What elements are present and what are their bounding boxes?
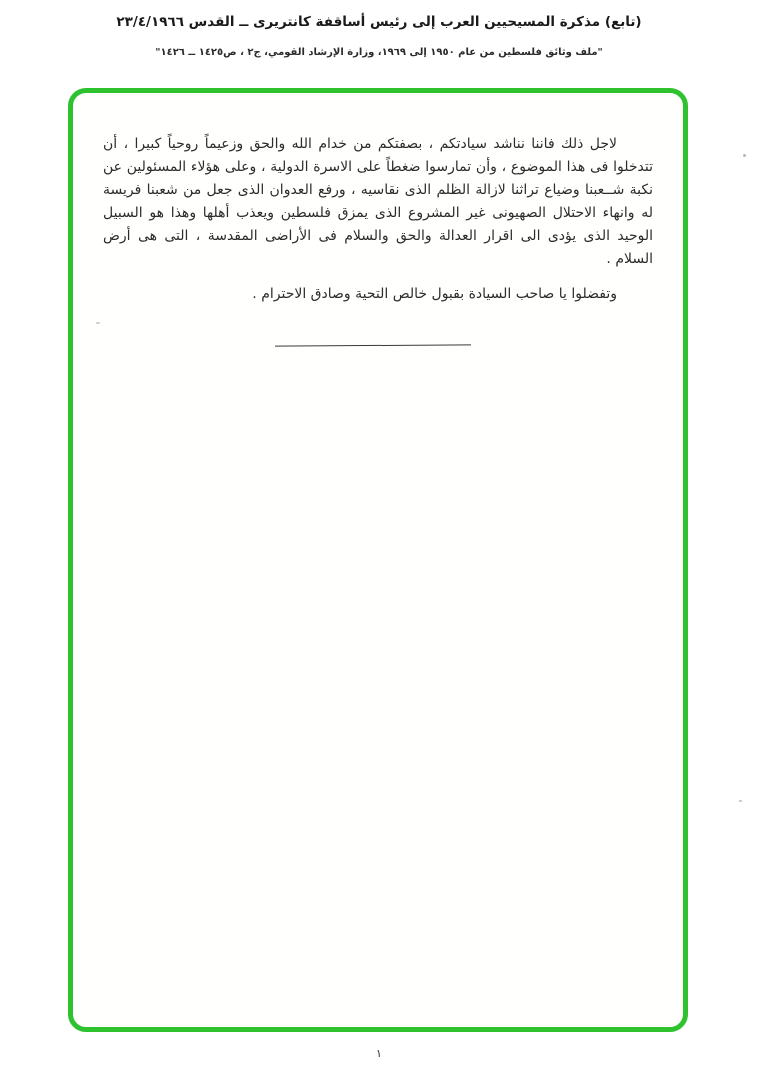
scan-speck — [743, 154, 746, 157]
separator-line — [275, 344, 471, 346]
document-title: (تابع) مذكرة المسيحيين العرب إلى رئيس أساقفة كانتريرى ــ القدس ٢٣/٤/١٩٦٦ — [116, 14, 642, 30]
scan-speck — [96, 322, 100, 324]
letter-body-paragraph: لاجل ذلك فاننا نناشد سيادتكم ، بصفتكم من خدام الله والحق وزعيماً روحياً كبيرا ، أن تتدخلوا فى هذا الموضوع ، وأن تمارسوا ضغطاً على الاسرة الدولية ، وعلى هؤلاء المسئولين عن نكبة شــعبنا وضياع تراثنا لازالة الظلم الذى نقاسيه ، ورفع العدوان الذى جعل من شعبنا فريسة له وانهاء الاحتلال الصهيونى غير المشروع الذى يمزق فلسطين ويعذب أهلها وهذا هو السبيل الوحيد الذى يؤدى الى اقرار العدالة والحق والسلام فى الأراضى المقدسة ، التى هى أرض السلام . — [103, 136, 653, 267]
scan-speck — [739, 800, 742, 802]
document-source-citation: "ملف وثائق فلسطين من عام ١٩٥٠ إلى ١٩٦٩، وزارة الإرشاد القومي، ج٢ ، ص١٤٢٥ ــ ١٤٢٦" — [155, 47, 603, 58]
page-number: ١ — [376, 1047, 382, 1060]
green-border-frame — [68, 88, 688, 1032]
letter-closing-line: وتفضلوا يا صاحب السيادة بقبول خالص التحية وصادق الاحترام . — [252, 286, 617, 302]
